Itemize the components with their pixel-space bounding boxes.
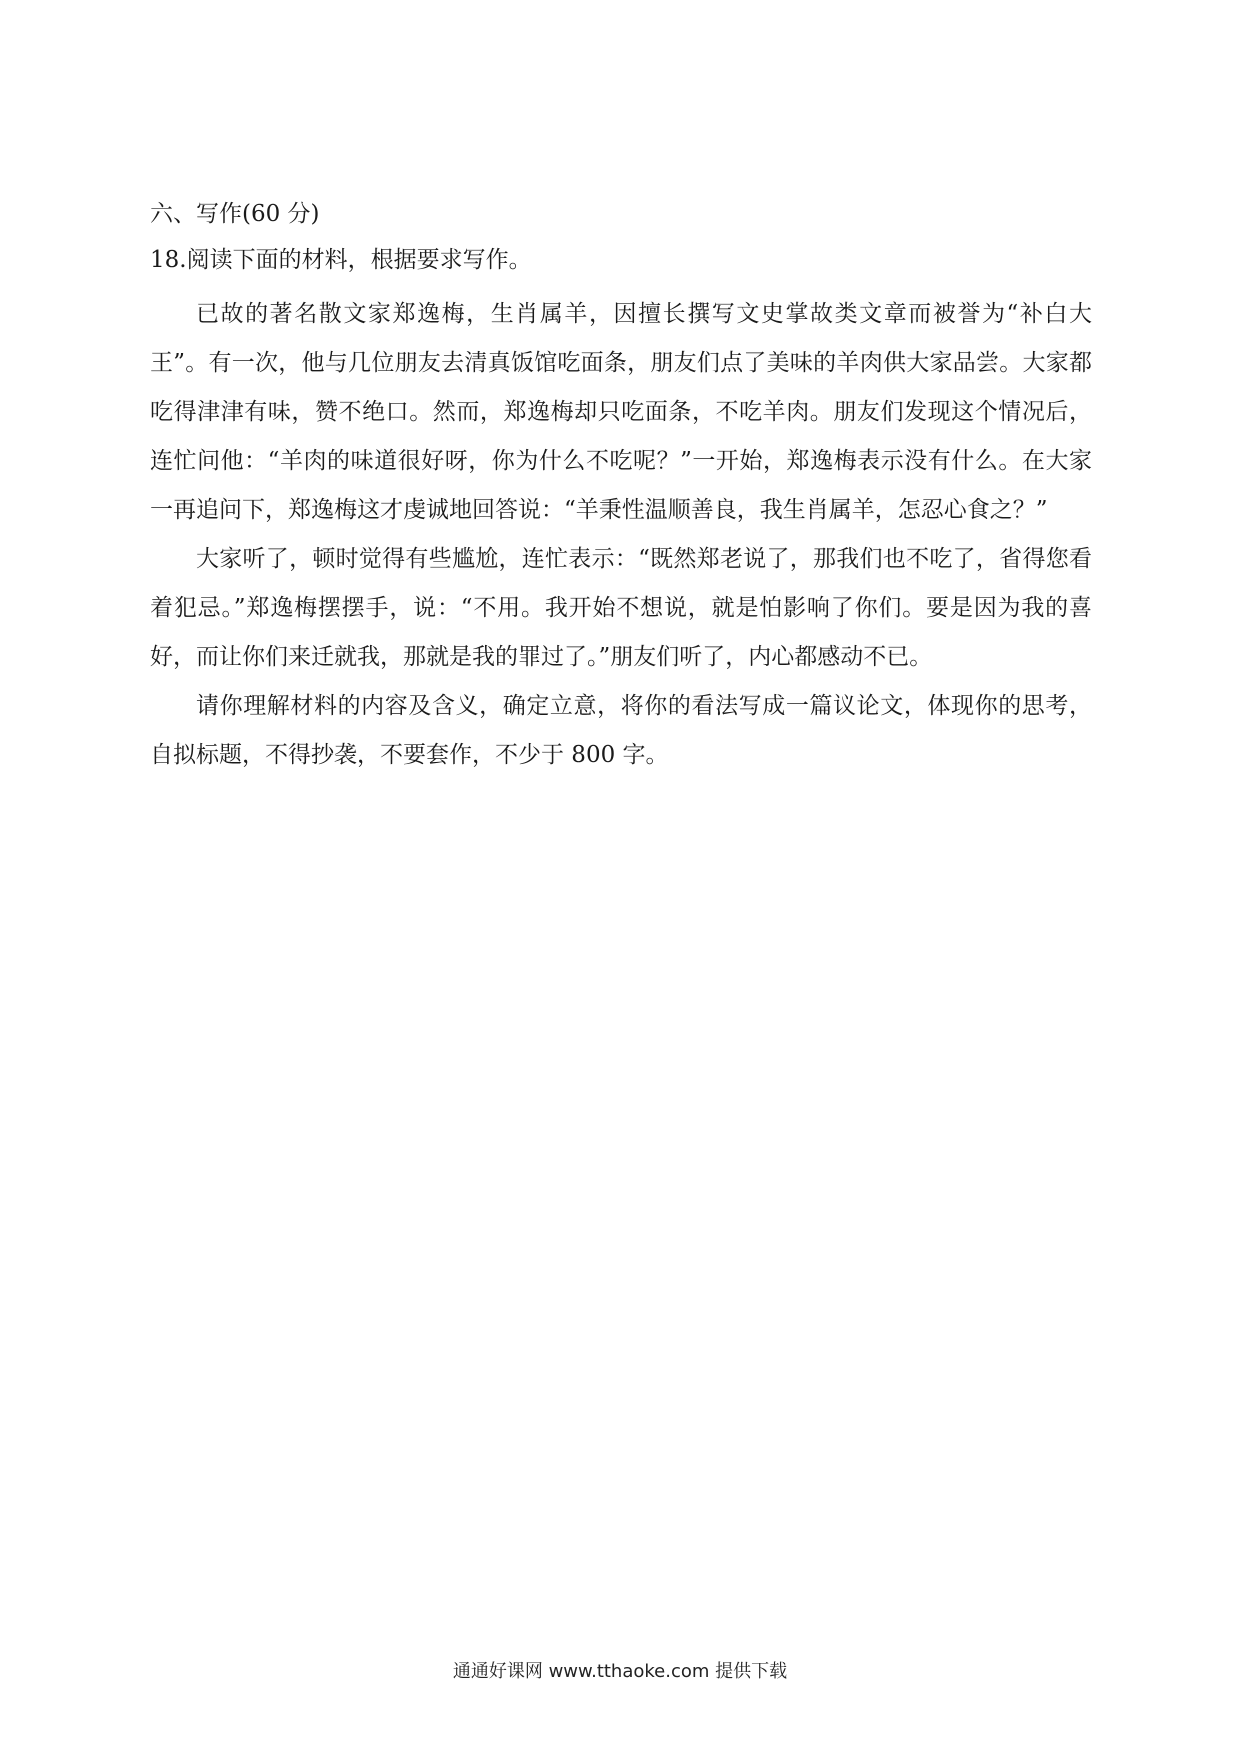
- page-footer: 通通好课网 www.tthaoke.com 提供下载: [452, 1661, 788, 1682]
- material-paragraph-2: 大家听了，顿时觉得有些尴尬，连忙表示：“既然郑老说了，那我们也不吃了，省得您看着犯忌。”郑逸梅摆摆手，说：“不用。我开始不想说，就是怕影响了你们。要是因为我的喜好，而让你们来迁就我，那就是我的罪过了。”朋友们听了，内心都感动不已。: [150, 546, 1092, 670]
- question-prompt: 18.阅读下面的材料，根据要求写作。: [150, 247, 532, 273]
- writing-requirement: 请你理解材料的内容及含义，确定立意，将你的看法写成一篇议论文，体现你的思考，自拟标题，不得抄袭，不要套作，不少于 800 字。: [150, 693, 1092, 768]
- material-paragraph-1: 已故的著名散文家郑逸梅，生肖属羊，因擅长撰写文史掌故类文章而被誉为“补白大王”。有一次，他与几位朋友去清真饭馆吃面条，朋友们点了美味的羊肉供大家品尝。大家都吃得津津有味，赞不绝口。然而，郑逸梅却只吃面条，不吃羊肉。朋友们发现这个情况后，连忙问他：“羊肉的味道很好呀，你为什么不吃呢？”一开始，郑逸梅表示没有什么。在大家一再追问下，郑逸梅这才虔诚地回答说：“羊秉性温顺善良，我生肖属羊，怎忍心食之？”: [150, 301, 1092, 523]
- material-text: [150, 290, 1092, 780]
- section-heading: 六、写作(60 分): [150, 201, 320, 227]
